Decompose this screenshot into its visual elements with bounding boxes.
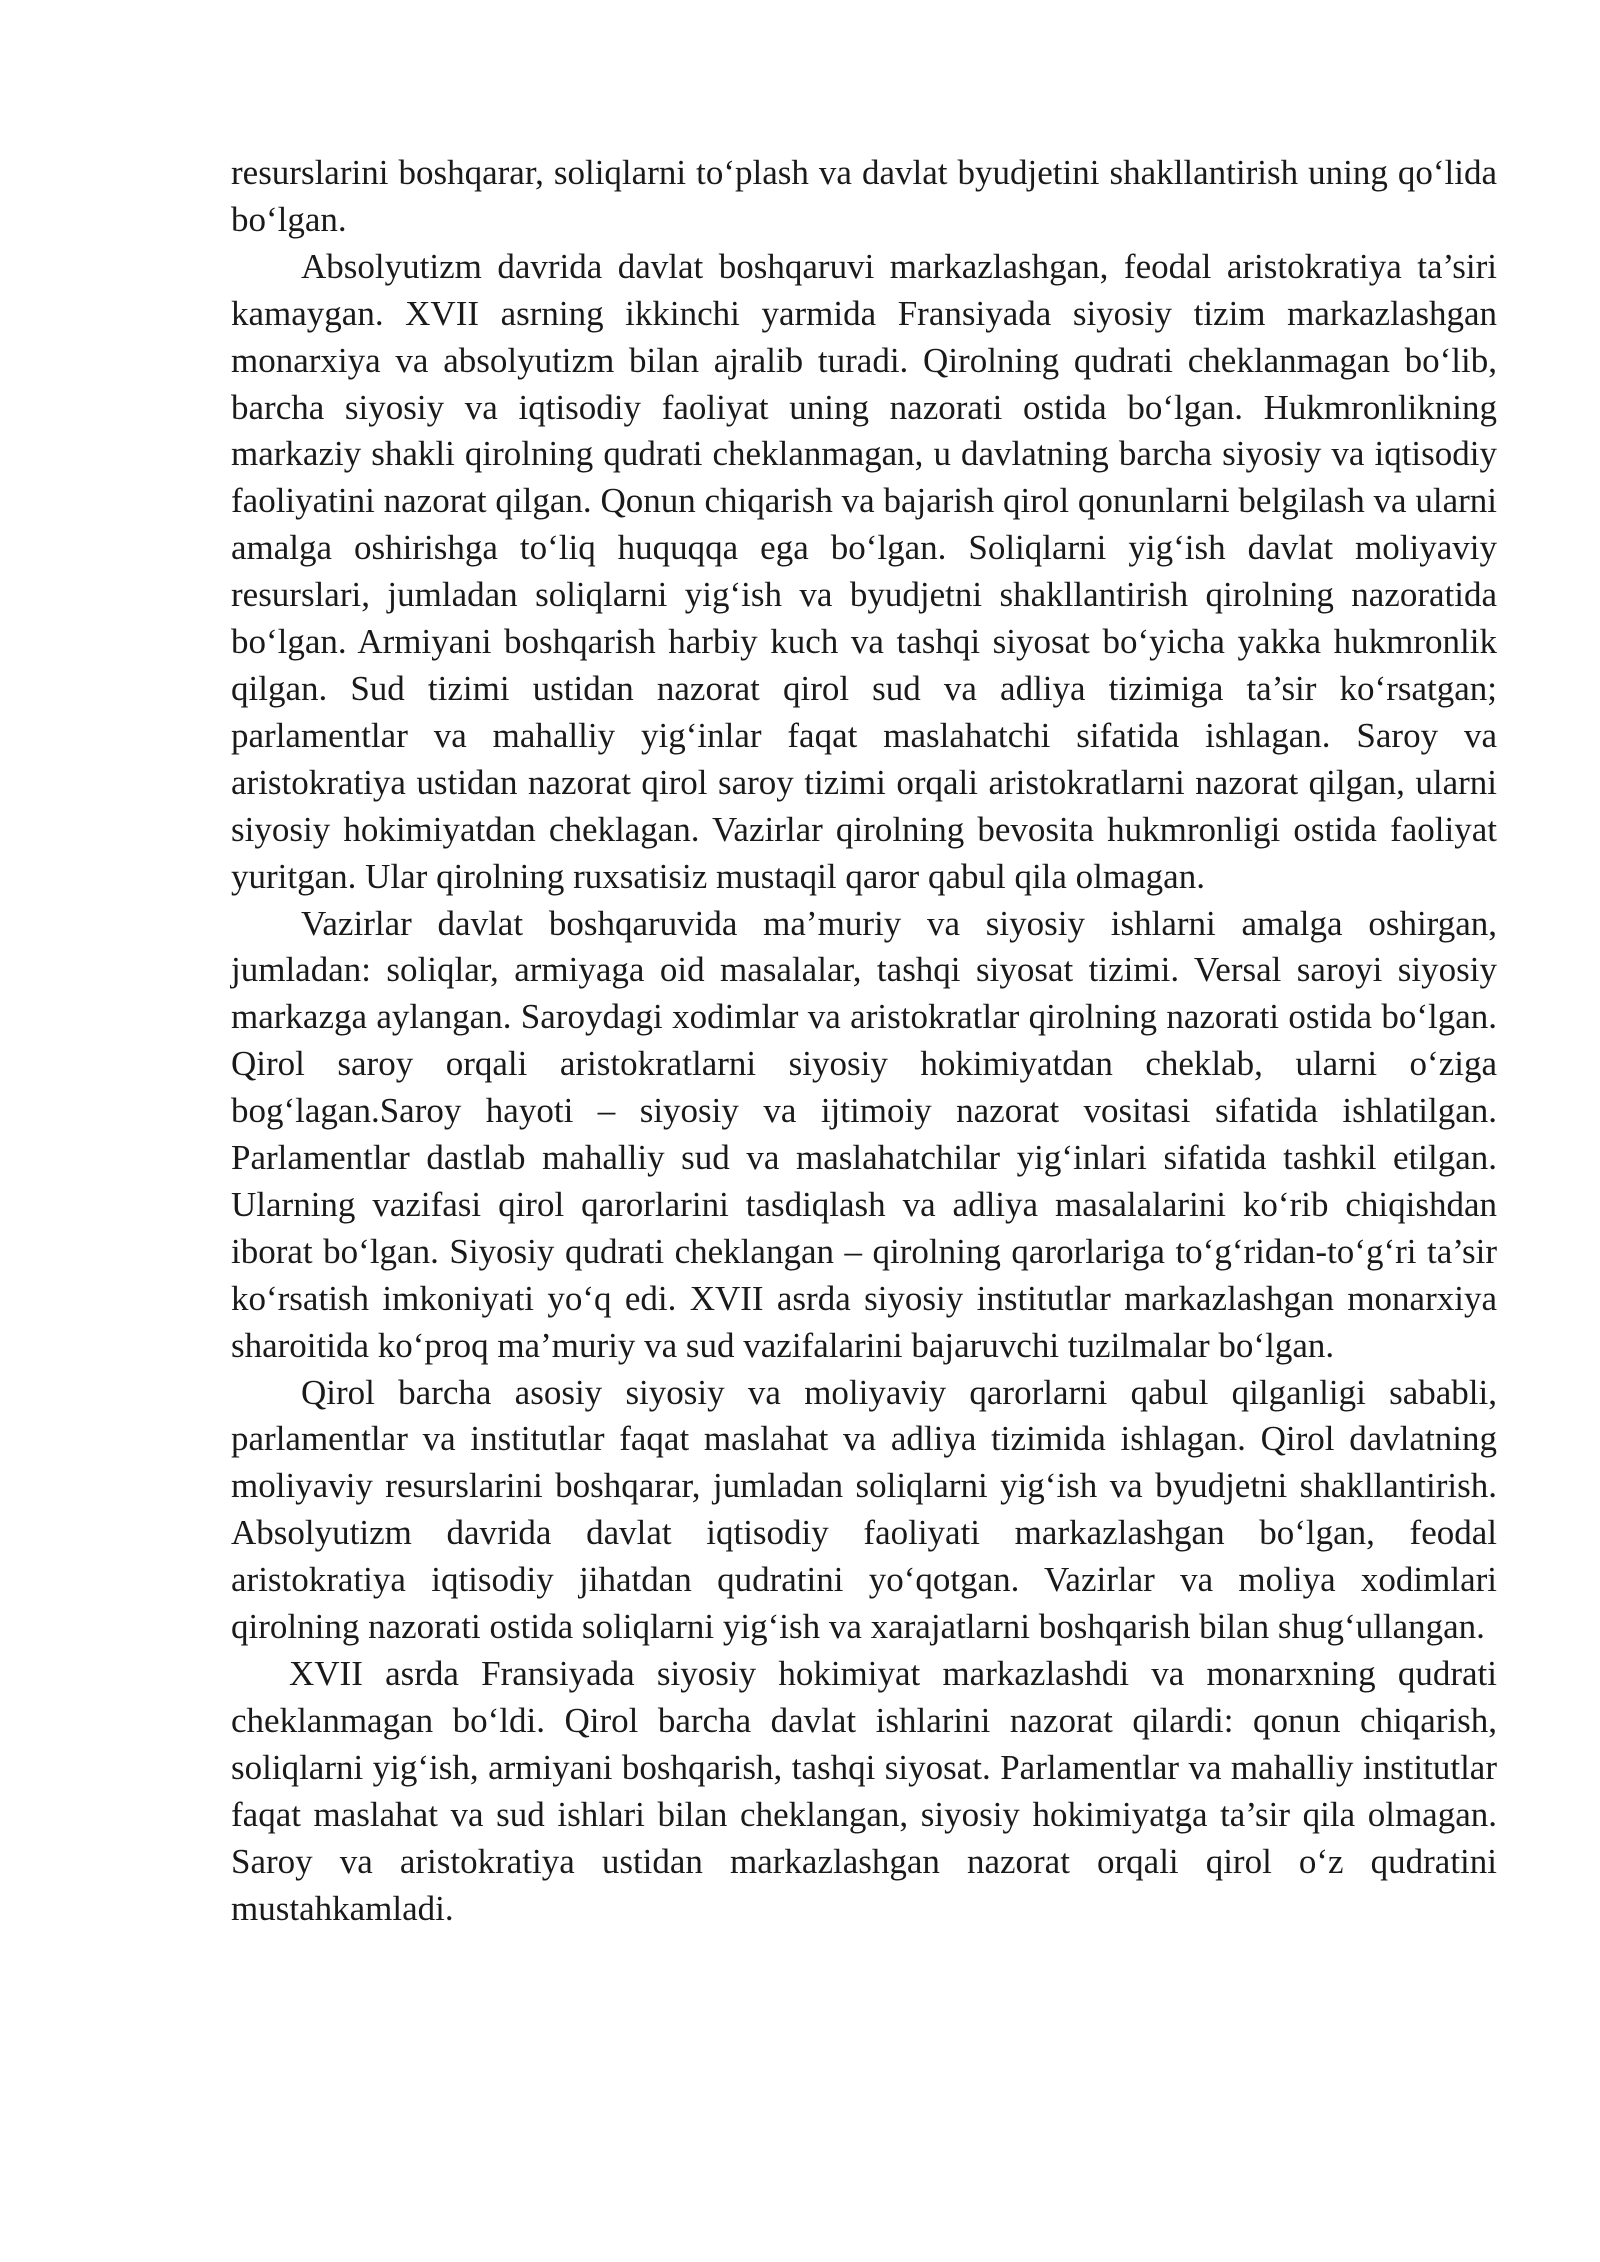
paragraph-ministers: Vazirlar davlat boshqaruvida ma’muriy va siyosiy ishlarni amalga oshirgan, jumladan: soliqlar, armiyaga oid masalalar, tashqi siyosat tizimi. Versal saroyi siyosiy markazga aylangan. Saroydagi xodimlar va aristokratlar qirolning nazorati ostida bo‘lgan. Qirol saroy orqali aristokratlarni siyosiy hokimiyatdan cheklab, ularni o‘ziga bog‘lagan.Saroy hayoti – siyosiy va ijtimoiy nazorat vositasi sifatida ishlatilgan. Parlamentlar dastlab mahalliy sud va maslahatchilar yig‘inlari sifatida tashkil etilgan. Ularning vazifasi qirol qarorlarini tasdiqlash va adliya masalalarini ko‘rib chiqishdan iborat bo‘lgan. Siyosiy qudrati cheklangan – qirolning qarorlariga to‘g‘ridan-to‘g‘ri ta’sir ko‘rsatish imkoniyati yo‘q edi. XVII asrda siyosiy institutlar markazlashgan monarxiya sharoitida ko‘proq ma’muriy va sud vazifalarini bajaruvchi tuzilmalar bo‘lgan. [231,903,1497,1365]
paragraph-conclusion: XVII asrda Fransiyada siyosiy hokimiyat markazlashdi va monarxning qudrati cheklanmagan bo‘ldi. Qirol barcha davlat ishlarini nazorat qilardi: qonun chiqarish, soliqlarni yig‘ish, armiyani boshqarish, tashqi siyosat. Parlamentlar va mahalliy institutlar faqat maslahat va sud ishlari bilan cheklangan, siyosiy hokimiyatga ta’sir qila olmagan. Saroy va aristokratiya ustidan markazlashgan nazorat orqali qirol o‘z qudratini mustahkamladi. [231,1654,1497,1928]
paragraph-absolutism: Absolyutizm davrida davlat boshqaruvi markazlashgan, feodal aristokratiya ta’siri kamaygan. XVII asrning ikkinchi yarmida Fransiyada siyosiy tizim markazlashgan monarxiya va absolyutizm bilan ajralib turadi. Qirolning qudrati cheklanmagan bo‘lib, barcha siyosiy va iqtisodiy faoliyat uning nazorati ostida bo‘lgan. Hukmronlikning markaziy shakli qirolning qudrati cheklanmagan, u davlatning barcha siyosiy va iqtisodiy faoliyatini nazorat qilgan. Qonun chiqarish va bajarish qirol qonunlarni belgilash va ularni amalga oshirishga to‘liq huquqqa ega bo‘lgan. Soliqlarni yig‘ish davlat moliyaviy resurslari, jumladan soliqlarni yig‘ish va byudjetni shakllantirish qirolning nazoratida bo‘lgan. Armiyani boshqarish harbiy kuch va tashqi siyosat bo‘yicha yakka hukmronlik qilgan. Sud tizimi ustidan nazorat qirol sud va adliya tizimiga ta’sir ko‘rsatgan; parlamentlar va mahalliy yig‘inlar faqat maslahatchi sifatida ishlagan. Saroy va aristokratiya ustidan nazorat qirol saroy tizimi orqali aristokratlarni nazorat qilgan, ularni siyosiy hokimiyatdan cheklagan. Vazirlar qirolning bevosita hukmronligi ostida faoliyat yuritgan. Ular qirolning ruxsatisiz mustaqil qaror qabul qila olmagan. [231,246,1497,896]
paragraph-king-decisions: Qirol barcha asosiy siyosiy va moliyaviy qarorlarni qabul qilganligi sababli, parlamentlar va institutlar faqat maslahat va adliya tizimida ishlagan. Qirol davlatning moliyaviy resurslarini boshqarar, jumladan soliqlarni yig‘ish va byudjetni shakllantirish. Absolyutizm davrida davlat iqtisodiy faoliyati markazlashgan bo‘lgan, feodal aristokratiya iqtisodiy jihatdan qudratini yo‘qotgan. Vazirlar va moliya xodimlari qirolning nazorati ostida soliqlarni yig‘ish va xarajatlarni boshqarish bilan shug‘ullangan. [231,1372,1497,1647]
paragraph-continuation: resurslarini boshqarar, soliqlarni to‘plash va davlat byudjetini shakllantirish uning qo‘lida bo‘lgan. [231,153,1497,239]
document-body [231,150,1497,1932]
